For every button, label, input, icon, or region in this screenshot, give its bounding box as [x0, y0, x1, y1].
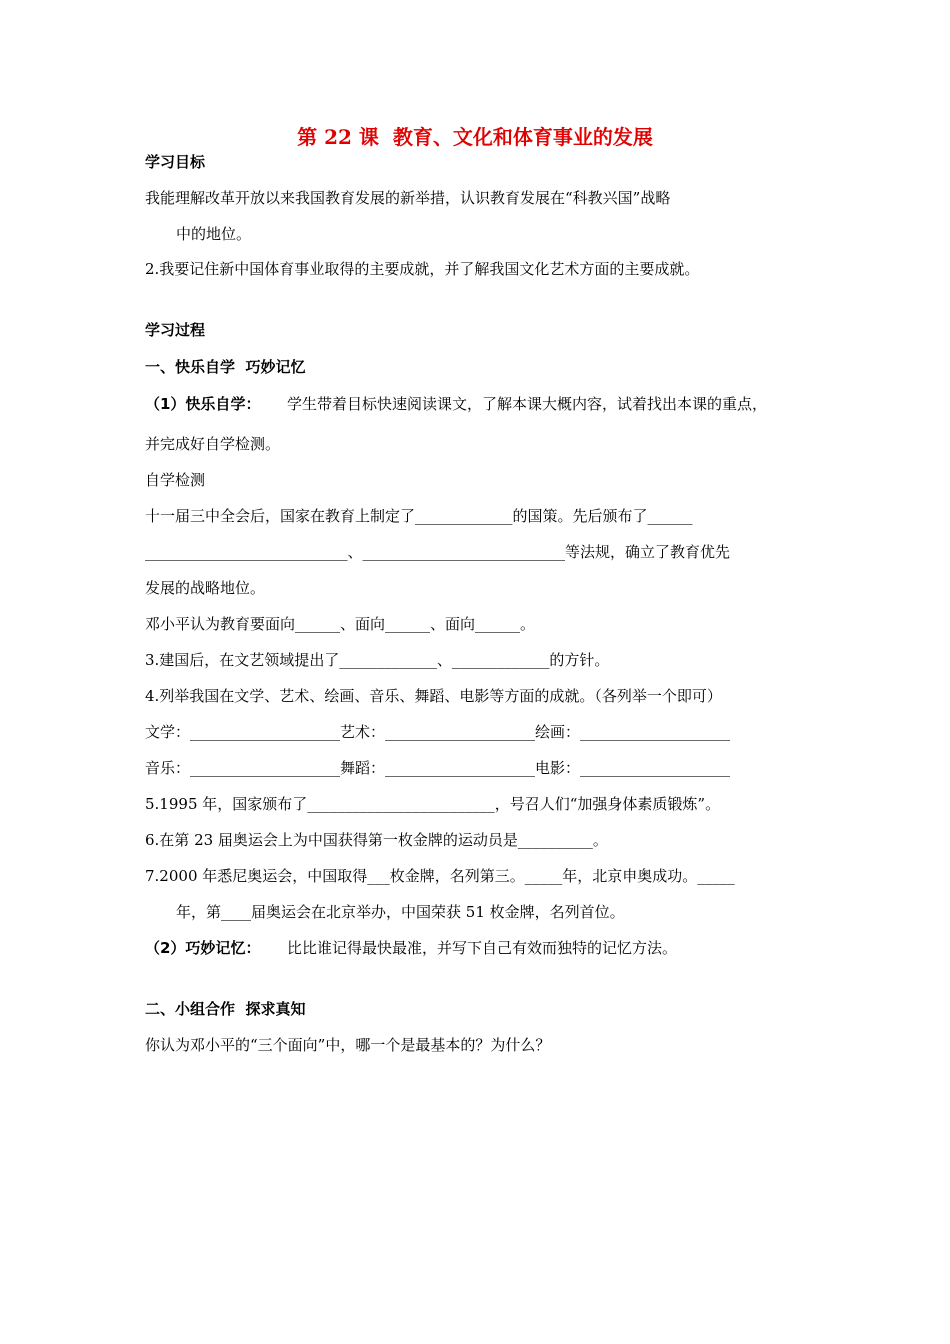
selfcheck-heading: 自学检测: [145, 471, 206, 489]
question-7-cont: 年，第____届奥运会在北京举办，中国荣获 51 枚金牌，名列首位。: [176, 903, 625, 921]
question-7: 7.2000 年悉尼奥运会，中国取得___枚金牌，名列第三。_____年，北京申奥成功。_____: [145, 867, 735, 885]
question-2: 邓小平认为教育要面向______、面向______、面向______。: [145, 615, 536, 633]
question-1-cont-2: 发展的战略地位。: [145, 579, 266, 597]
objective-item-1: 我能理解改革开放以来我国教育发展的新举措，认识教育发展在“科教兴国”战略: [145, 189, 671, 207]
question-1: 十一届三中全会后，国家在教育上制定了_____________的国策。先后颁布了______: [145, 507, 693, 525]
section1-heading: 一、快乐自学 巧妙记忆: [145, 358, 306, 376]
process-heading: 学习过程: [145, 321, 206, 339]
part2-text: 比比谁记得最快最准，并写下自己有效而独特的记忆方法。: [287, 939, 678, 957]
question-6: 6.在第 23 届奥运会上为中国获得第一枚金牌的运动员是__________。: [145, 831, 608, 849]
question-5: 5.1995 年，国家颁布了_________________________，号召人们“加强身体素质锻炼”。: [145, 795, 721, 813]
section2-heading: 二、小组合作 探求真知: [145, 1000, 306, 1018]
part1-text-cont: 并完成好自学检测。: [145, 435, 281, 453]
question-1-cont: ___________________________、___________________________等法规，确立了教育优先: [145, 543, 731, 561]
objective-item-2: 2.我要记住新中国体育事业取得的主要成就，并了解我国文化艺术方面的主要成就。: [145, 260, 700, 278]
objectives-heading: 学习目标: [145, 153, 206, 171]
part1-text: 学生带着目标快速阅读课文，了解本课大概内容，试着找出本课的重点，: [287, 395, 768, 413]
part2-label: （2）巧妙记忆：: [145, 939, 261, 957]
question-4-row-1: 文学：____________________艺术：____________________绘画：____________________: [145, 723, 731, 741]
question-4: 4.列举我国在文学、艺术、绘画、音乐、舞蹈、电影等方面的成就。（各列举一个即可）: [145, 687, 722, 705]
section2-question: 你认为邓小平的“三个面向”中，哪一个是最基本的？为什么？: [145, 1036, 551, 1054]
page-title: 第 22 课 教育、文化和体育事业的发展: [297, 125, 653, 149]
part1-label: （1）快乐自学：: [145, 395, 261, 413]
question-4-row-2: 音乐：____________________舞蹈：____________________电影：____________________: [145, 759, 731, 777]
objective-item-1-cont: 中的地位。: [176, 225, 252, 243]
question-3: 3.建国后，在文艺领域提出了_____________、_____________的方针。: [145, 651, 610, 669]
